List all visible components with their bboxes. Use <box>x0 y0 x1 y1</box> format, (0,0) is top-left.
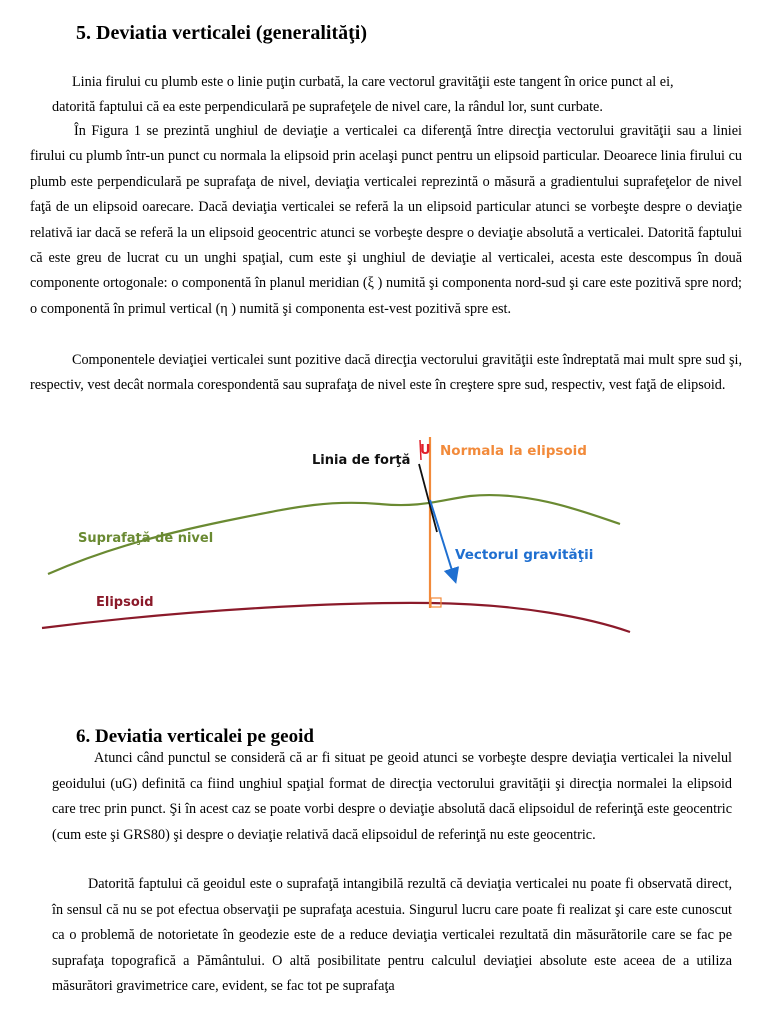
figure-svg <box>0 422 768 642</box>
paragraph-text: Atunci când punctul se consideră că ar fi situat pe geoid atunci se vorbeşte despre deviaţia verticalei la nivelul geoidului (uG) definită ca fiind unghiul spaţial format de direcţia vectorului gravităţii şi direcţia normalei la elipsoid care trec prin punct. Şi în acest caz se poate vorbi despre o deviaţie absolută dacă elipsoidul de referinţă este geocentric (cum este şi GRS80) şi despre o deviaţie relativă dacă elipsoidul de referinţă nu este geocentric. <box>52 750 732 843</box>
paragraph-text: În Figura 1 se prezintă unghiul de deviaţie a verticalei ca diferenţă între direcţia vectorului gravităţii sau a liniei firului cu plumb într-un punct cu normala la elipsoid prin acelaşi punct pentru un elipsoid particular. Deoarece linia firului cu plumb este perpendiculară pe suprafaţa de nivel, deviaţia verticalei reprezintă o măsură a gradientului suprafeţelor de nivel faţă de un elipsoid oarecare. Dacă deviaţia verticalei se referă la un elipsoid particular atunci se vorbeşte despre o deviaţie relativă iar dacă se referă la un elipsoid geocentric atunci se vorbeşte despre o deviaţie absolută a verticalei. Datorită faptului că este greu de lucrat cu un unghi spaţial, cum este şi unghiul de deviaţie al verticalei, acesta este descompus în două componente ortogonale: o componentă în planul meridian (ξ ) numită şi componenta nord-sud şi care este pozitivă spre nord; o componentă în primul vertical (η ) numită şi componenta est-vest pozitivă spre est. <box>30 123 742 317</box>
force-line <box>419 464 437 532</box>
gravity-vector-arrow <box>430 500 455 580</box>
label-ellipsoid: Elipsoid <box>96 595 154 610</box>
section-6-paragraph-2 <box>52 872 732 1000</box>
section-5-paragraph-2 <box>30 119 742 322</box>
paragraph-text: Datorită faptului că geoidul este o suprafaţă intangibilă rezultă că deviaţia verticalei nu poate fi observată direct, în sensul că nu se pot efectua observaţii pe suprafaţa acestuia. Singurul lucru care poate fi realizat şi care este cunoscut ca o problemă de notorietate în geodezie este de a reduce deviaţia verticalei rezultată din măsurătorile care se fac pe suprafaţa topografică a Pământului. O altă posibilitate pentru calculul deviaţiei absolute este aceea de a utiliza măsurători gravimetrice care, evident, se fac tot pe suprafaţa <box>52 876 732 995</box>
paragraph-text: Componentele deviaţiei verticalei sunt pozitive dacă direcţia vectorului gravităţii este îndreptată mai mult spre sud şi, respectiv, vest decât normala corespondentă sau suprafaţa de nivel este în creştere spre sud, respectiv, vest faţă de elipsoid. <box>30 352 742 394</box>
label-ellipsoid-normal: Normala la elipsoid <box>440 443 587 459</box>
label-gravity-vector: Vectorul gravităţii <box>455 547 594 563</box>
section-6-title: 6. Deviatia verticalei pe geoid <box>76 726 314 747</box>
section-5-title: 5. Deviatia verticalei (generalităţi) <box>76 22 367 44</box>
label-level-surface: Suprafaţă de nivel <box>78 531 214 546</box>
label-u: U <box>420 443 431 458</box>
deviation-figure <box>0 422 768 642</box>
label-force-line: Linia de forţă <box>312 453 411 468</box>
section-6-paragraph-1 <box>52 746 732 848</box>
section-5-paragraph-3 <box>30 348 742 399</box>
paragraph-line: Linia firului cu plumb este o linie puţin curbată, la care vectorul gravităţii este tangent în orice punct al ei, <box>72 74 674 90</box>
section-5-paragraph-1 <box>30 70 742 121</box>
paragraph-line: datorită faptului că ea este perpendiculară pe suprafeţele de nivel care, la rândul lor, sunt curbate. <box>52 99 603 116</box>
